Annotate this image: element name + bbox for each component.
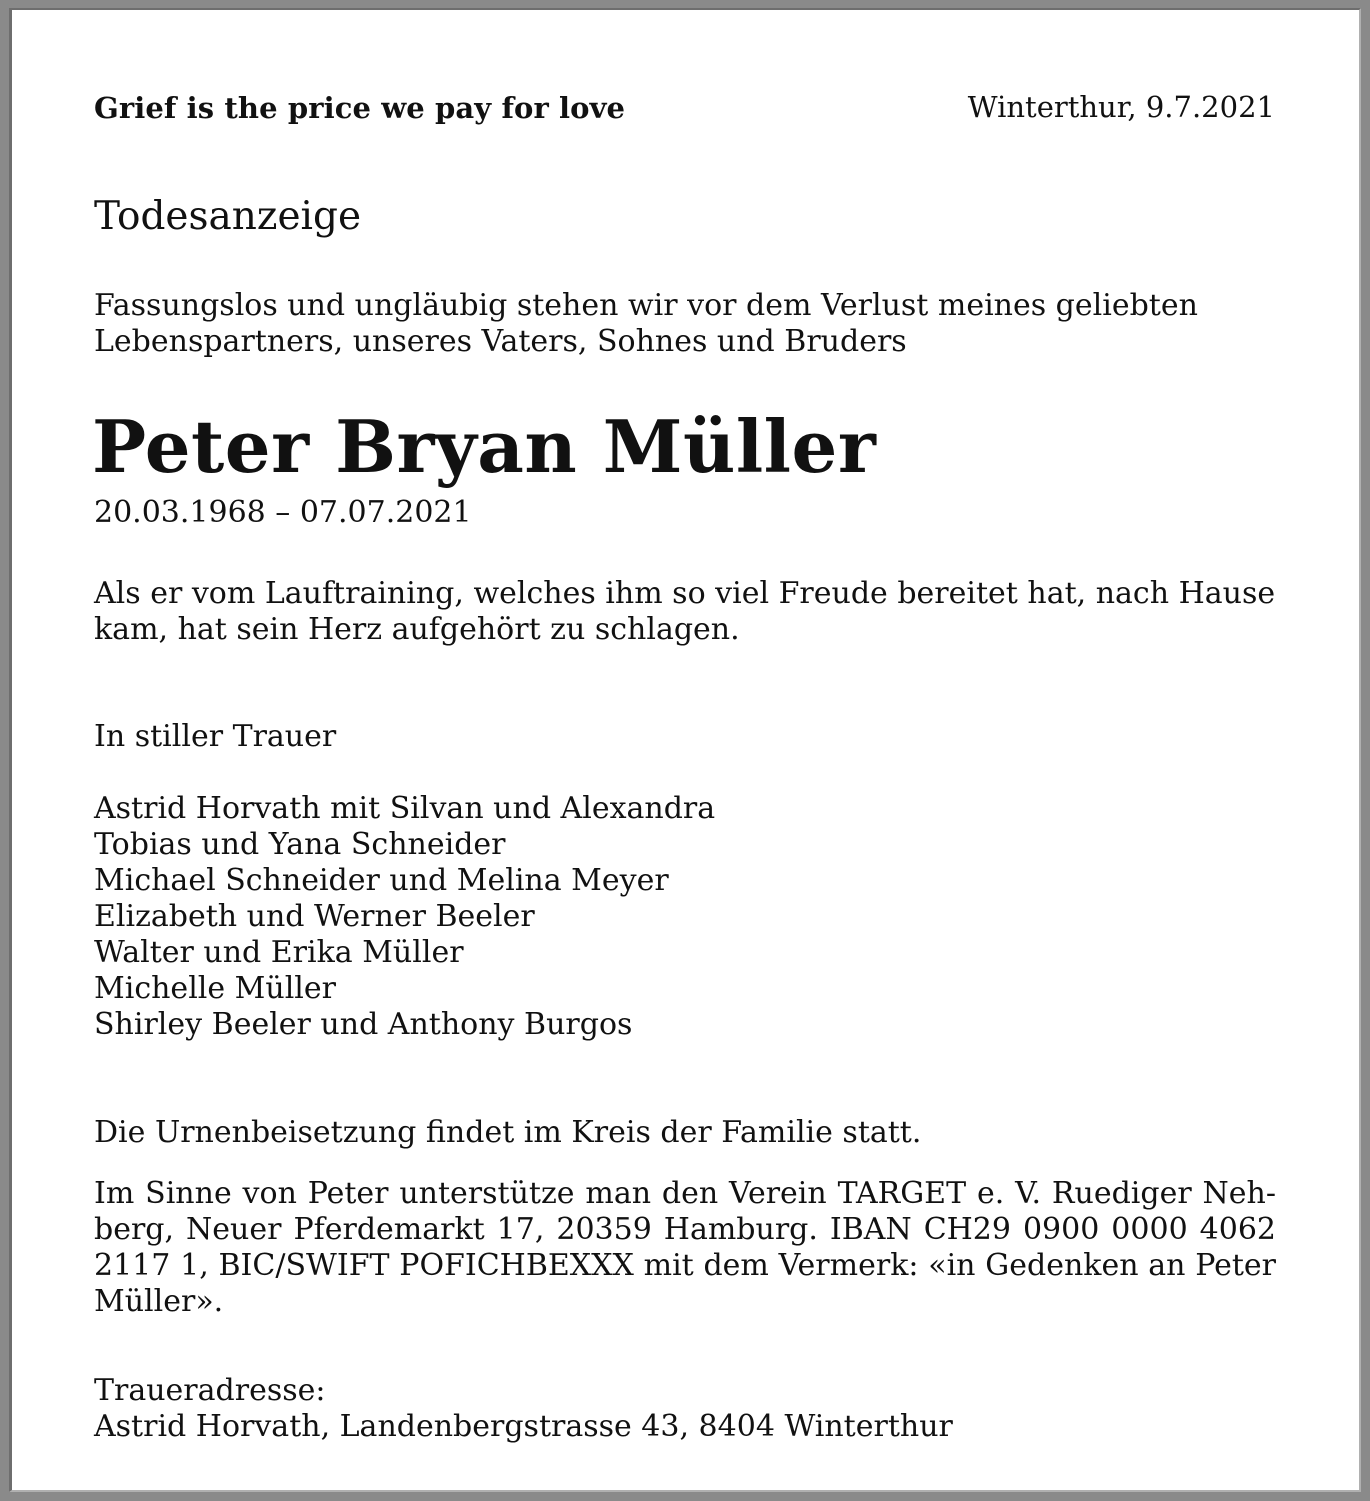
story-line-1: Als er vom Lauftraining, welches ihm so viel Freude bereitet hat, nach Hause bbox=[94, 576, 1276, 611]
donation-note bbox=[94, 1176, 1276, 1320]
burial-note: Die Urnenbeisetzung findet im Kreis der Familie statt. bbox=[94, 1115, 922, 1150]
mourning-heading: In stiller Trauer bbox=[94, 719, 337, 754]
mourner-item: Michael Schneider und Melina Meyer bbox=[94, 863, 669, 898]
donation-line: Müller». bbox=[94, 1284, 224, 1319]
intro-line-2: Lebenspartners, unseres Vaters, Sohnes und Bruders bbox=[94, 324, 907, 359]
mourner-item: Tobias und Yana Schneider bbox=[94, 827, 506, 862]
place-date: Winterthur, 9.7.2021 bbox=[967, 90, 1275, 124]
mourner-item: Astrid Horvath mit Silvan und Alexandra bbox=[94, 791, 716, 826]
donation-line: berg, Neuer Pferdemarkt 17, 20359 Hamburg. IBAN CH29 0900 0000 4062 bbox=[94, 1212, 1276, 1247]
intro-line-1: Fassungslos und ungläubig stehen wir vor dem Verlust meines geliebten bbox=[94, 288, 1198, 323]
donation-line: Im Sinne von Peter unterstütze man den Verein TARGET e. V. Ruediger Neh- bbox=[94, 1176, 1276, 1211]
mourning-address: Astrid Horvath, Landenbergstrasse 43, 8404 Winterthur bbox=[94, 1409, 953, 1444]
deceased-name: Peter Bryan Müller bbox=[92, 404, 877, 489]
motto-heading: Grief is the price we pay for love bbox=[94, 91, 626, 125]
mourners-list bbox=[94, 791, 715, 1043]
address-label: Traueradresse: bbox=[94, 1373, 326, 1408]
story-line-2: kam, hat sein Herz aufgehört zu schlagen. bbox=[94, 612, 740, 647]
mourner-item: Elizabeth und Werner Beeler bbox=[94, 899, 535, 934]
donation-line: 2117 1, BIC/SWIFT POFICHBEXXX mit dem Vermerk: «in Gedenken an Peter bbox=[94, 1248, 1276, 1283]
life-dates: 20.03.1968 – 07.07.2021 bbox=[94, 495, 472, 530]
mourner-item: Michelle Müller bbox=[94, 971, 336, 1006]
intro-text bbox=[94, 288, 1284, 360]
notice-kind-title: Todesanzeige bbox=[94, 194, 362, 239]
mourner-item: Walter und Erika Müller bbox=[94, 935, 464, 970]
story-text bbox=[94, 576, 1284, 648]
obituary-page bbox=[9, 8, 1361, 1492]
mourner-item: Shirley Beeler und Anthony Burgos bbox=[94, 1007, 633, 1042]
